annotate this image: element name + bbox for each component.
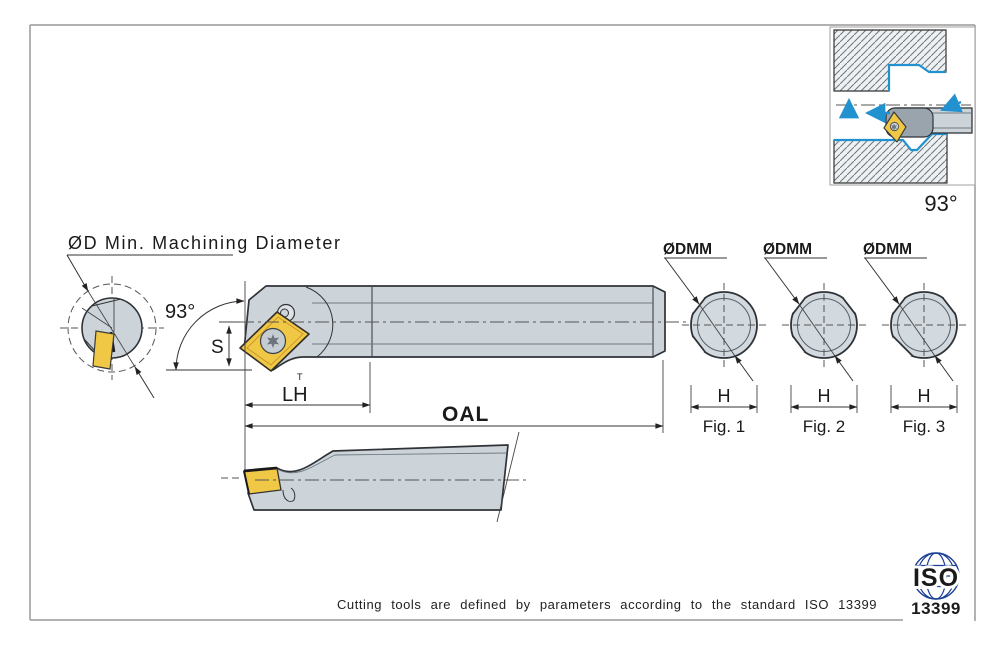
odmm-label: ØDMM: [663, 241, 713, 258]
lh-dimension: [245, 362, 370, 413]
h-label: H: [917, 386, 931, 406]
odmm-label: ØDMM: [863, 241, 913, 258]
lh-label: LH: [282, 384, 308, 406]
h-label: H: [717, 386, 731, 406]
iso-standard-number: 13399: [911, 599, 961, 618]
fig-caption: Fig. 3: [902, 417, 946, 436]
bar-body: [244, 286, 665, 370]
angle-label: 93°: [165, 301, 196, 323]
fig-caption: Fig. 2: [802, 417, 846, 436]
workpiece-inset: [830, 27, 975, 216]
footer-note: Cutting tools are defined by parameters according to the standard ISO 13399: [337, 597, 877, 612]
oal-label: OAL: [442, 403, 490, 426]
odmm-label: ØDMM: [763, 241, 813, 258]
h-label: H: [817, 386, 831, 406]
shank-section-fig3: [863, 241, 966, 436]
lh-superscript: T: [297, 372, 303, 382]
s-dimension: [211, 322, 240, 366]
angle-93-dimension: [165, 281, 252, 477]
s-label: S: [211, 337, 224, 358]
shank-section-fig1: [663, 241, 766, 436]
min-diameter-label: ØD Min. Machining Diameter: [68, 233, 340, 253]
boring-bar-side-view: [240, 286, 690, 371]
end-view-insert: [93, 331, 114, 369]
oal-dimension: [245, 360, 663, 433]
inset-angle-label: 93°: [924, 191, 958, 216]
iso-logo-text: ISO: [912, 564, 960, 592]
boring-bar-top-view: [221, 432, 528, 522]
workpiece-lower-block: [834, 134, 947, 183]
iso-13399-logo: [902, 551, 974, 619]
fig-caption: Fig. 1: [702, 417, 746, 436]
shank-section-fig2: [763, 241, 866, 436]
